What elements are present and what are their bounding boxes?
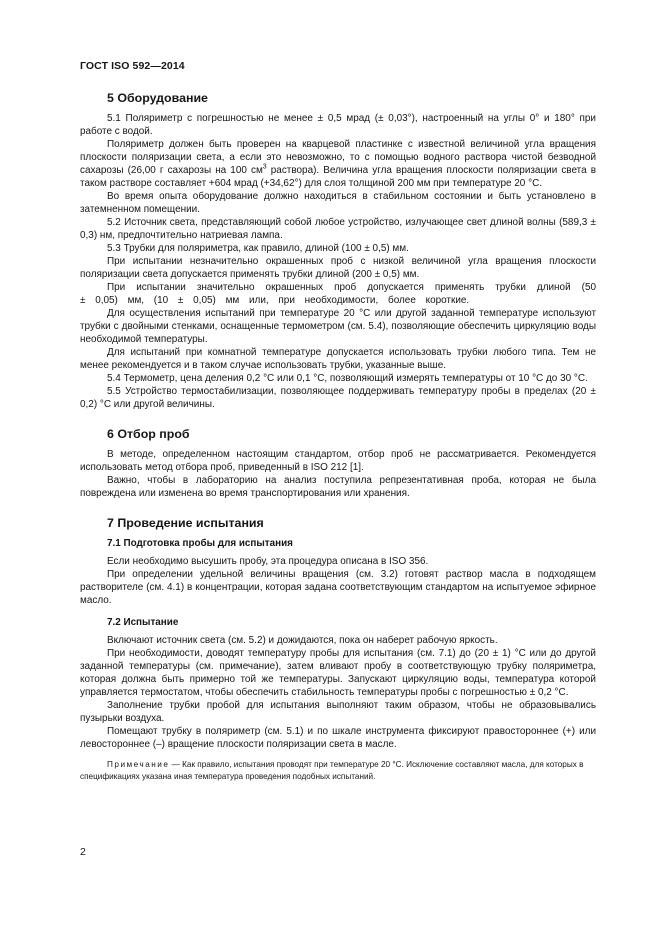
document-header: ГОСТ ISO 592—2014 bbox=[80, 60, 185, 72]
note bbox=[80, 759, 596, 783]
paragraph: Для испытаний при комнатной температуре допускается использовать трубки любого типа. Тем не менее рекомендуется и в таком случае использовать трубки, указанные выше. bbox=[80, 347, 596, 371]
paragraph: 5.2 Источник света, представляющий собой любое устройство, излучающее свет длиной волны (589,3 ± 0,3) нм, предпочтительно натриевая лампа. bbox=[80, 217, 596, 241]
paragraph: Важно, чтобы в лабораторию на анализ поступила репрезентативная проба, которая не была повреждена или изменена во время транспортирования или хранения. bbox=[80, 475, 596, 499]
subsection-7-1-heading: 7.1 Подготовка пробы для испытания bbox=[107, 538, 293, 549]
paragraph: 5.4 Термометр, цена деления 0,2 °С или 0,1 °С, позволяющий измерять температуры от 10 °С до 30 °С. bbox=[107, 373, 588, 384]
paragraph: При необходимости, доводят температуру пробы для испытания (см. 7.1) до (20 ± 1) °С или до другой заданной температуры (см. примечание), затем вливают пробу в соответствующую трубку поляриметра, которая должна быть примерно той же температуры. Запускают циркуляцию воды, температура которой управляется термостатом, чтобы обеспечить стабильность температуры пробы с погрешностью ± 0,2 °С. bbox=[80, 648, 596, 698]
paragraph: Поляриметр должен быть проверен на кварцевой пластинке с известной величиной угла вращения плоскости поляризации света, а если это невозможно, то с помощью водного раствора чистой безводной сахарозы (26,00 г сахарозы на 100 $см^3$ раствора). Величина угла вращения плоскости поляризации света в таком растворе составляет +604 мрад (+34,62°) для слоя толщиной 200 мм при температуре 20 °С. bbox=[80, 139, 596, 189]
subsection-7-2-heading: 7.2 Испытание bbox=[107, 617, 179, 628]
paragraph: Заполнение трубки пробой для испытания выполняют таким образом, чтобы не образовывались пузырьки воздуха. bbox=[80, 700, 596, 724]
paragraph: 5.1 Поляриметр с погрешностью не менее ± 0,5 мрад (± 0,03°), настроенный на углы 0° и 180° при работе с водой. bbox=[80, 113, 596, 137]
paragraph: В методе, определенном настоящим стандартом, отбор проб не рассматривается. Рекомендуется использовать метод отбора проб, приведенный в ISO 212 [1]. bbox=[80, 449, 596, 473]
paragraph: При определении удельной величины вращения (см. 3.2) готовят раствор масла в подходящем растворителе (см. 4.1) в концентрации, которая задана соответствующим стандартом на испытуемое эфирное масло. bbox=[80, 569, 596, 606]
section-5-heading: 5 Оборудование bbox=[107, 91, 208, 105]
paragraph: 5.5 Устройство термостабилизации, позволяющее поддерживать температуру пробы в пределах (20 ± 0,2) °С или другой величины. bbox=[80, 386, 596, 410]
paragraph: Если необходимо высушить пробу, эта процедура описана в ISO 356. bbox=[107, 556, 429, 567]
paragraph: Помещают трубку в поляриметр (см. 5.1) и по шкале инструмента фиксируют правостороннее (+) или левостороннее (–) вращение плоскости поляризации света в масле. bbox=[80, 726, 596, 750]
section-6-heading: 6 Отбор проб bbox=[107, 427, 190, 441]
paragraph: 5.3 Трубки для поляриметра, как правило, длиной (100 ± 0,5) мм. bbox=[107, 243, 409, 254]
page-number: 2 bbox=[80, 846, 86, 858]
paragraph: Во время опыта оборудование должно находиться в стабильном состоянии и быть установлено в затемненном помещении. bbox=[80, 191, 596, 215]
paragraph: При испытании значительно окрашенных проб допускается применять трубки длиной (50 ± 0,05) мм, (10 ± 0,05) мм или, при необходимости, более короткие. bbox=[80, 282, 596, 306]
paragraph: Для осуществления испытаний при температуре 20 °С или другой заданной температуре используют трубки с двойными стенками, оснащенные термометром (см. 5.4), позволяющие обеспечить циркуляцию воды необходимой температуры. bbox=[80, 308, 596, 345]
note-text: — Как правило, испытания проводят при температуре 20 °С. Исключение составляют масла, для которых в спецификациях указана иная температура проведения подобных испытаний. bbox=[80, 760, 584, 781]
note-label: Примечание bbox=[107, 760, 170, 769]
section-7-heading: 7 Проведение испытания bbox=[107, 516, 264, 530]
paragraph: Включают источник света (см. 5.2) и дожидаются, пока он наберет рабочую яркость. bbox=[107, 635, 498, 646]
page-content bbox=[80, 89, 596, 783]
paragraph: При испытании незначительно окрашенных проб с низкой величиной угла вращения плоскости поляризации света допускается применять трубки длиной (200 ± 0,5) мм. bbox=[80, 256, 596, 280]
